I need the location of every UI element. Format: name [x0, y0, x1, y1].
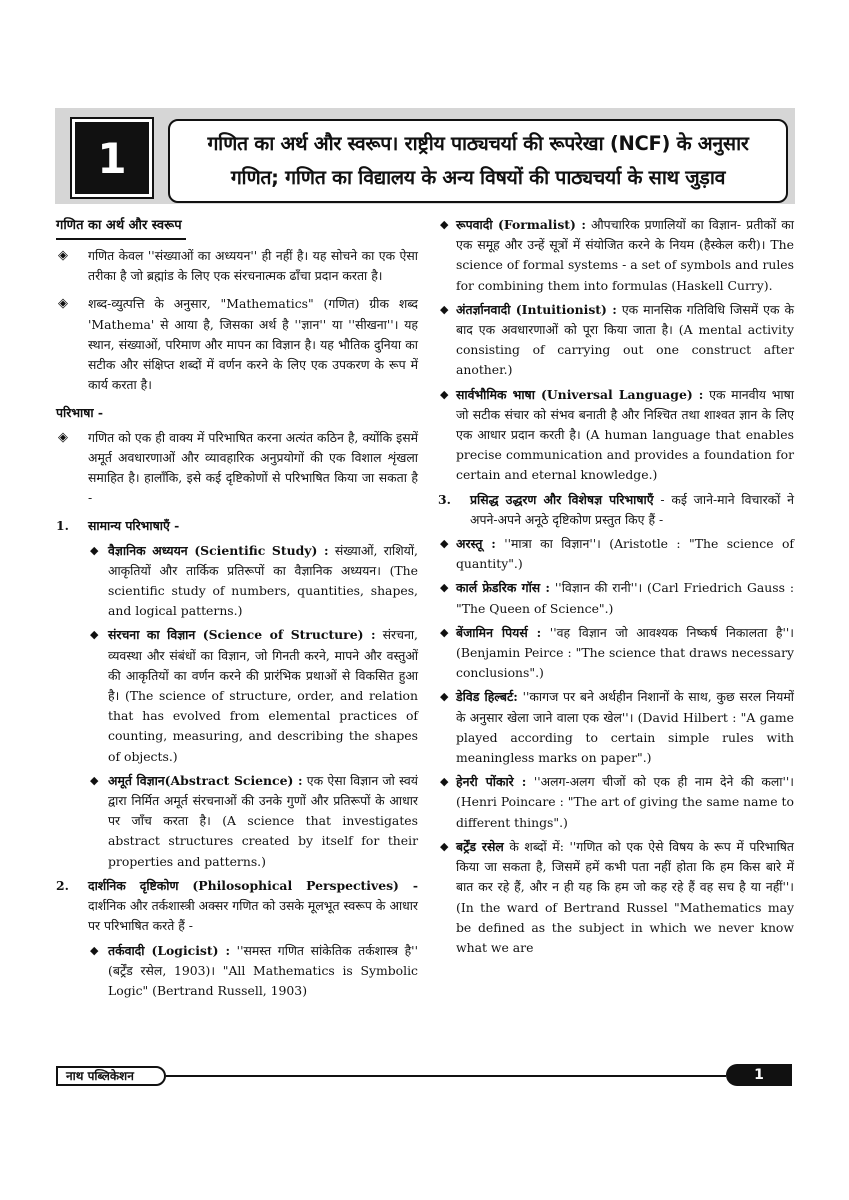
list-item [438, 385, 794, 486]
bullet-text: एक मानसिक गतिविधि जिसमें एक के बाद एक अवधारणाओं को पूरा किया जाता है। (A mental activity consisting of carrying out one construct after another.) [456, 301, 794, 378]
diamond-bullet-icon: ◈ [58, 429, 68, 445]
chapter-number: 1 [97, 133, 127, 183]
diamond-bullet-icon: ◈ [58, 296, 68, 312]
bullet-icon: ◆ [440, 302, 449, 316]
list-item [438, 215, 794, 296]
bullet-text: एक मानवीय भाषा जो सटीक संचार को संभव बनाती है और निश्चित तथा शाश्वत ज्ञान के लिए एक आधार प्रदान करती है। (A human language that enables precise communication and provides a foundation for certain and eternal knowledge.) [456, 386, 794, 483]
bullet-term: हेनरी पोंकारे : [456, 774, 527, 790]
bullet-term: डेविड हिल्बर्ट: [456, 689, 518, 705]
bullet-text: के शब्दों में: ''गणित को एक ऐसे विषय के रूप में परिभाषित किया जा सकता है, जिसमें हमें कभी पता नहीं होता कि हम किस बारे में बात कर रहे हैं, और न ही यह कि हम जो कह रहे हैं वह सच है या नहीं''। (In the ward of Bertrand Russel "Mathematics may be defined as the subject in which we never know what we are [456, 838, 794, 955]
bullet-icon: ◆ [90, 773, 99, 787]
bullet-text: ''कागज पर बने अर्थहीन निशानों के साथ, कुछ सरल नियमों के अनुसार खेला जाने वाला एक खेल''। (David Hilbert : "A game played according to certain simple rules with meaningless marks on paper".) [456, 689, 794, 766]
list-item [438, 623, 794, 684]
paragraph [56, 428, 418, 509]
item-heading: प्रसिद्ध उद्धरण और विशेषज्ञ परिभाषाएँ [470, 491, 654, 507]
bullet-term: सार्वभौमिक भाषा (Universal Language) : [456, 386, 704, 402]
bullet-term: बेंजामिन पियर्स : [456, 624, 542, 640]
bullet-text: ''अलग-अलग चीजों को एक ही नाम देने की कला''। (Henri Poincare : "The art of giving the same name to different things".) [456, 774, 794, 830]
item-number: 2. [56, 877, 69, 893]
bullet-term: अरस्तू : [456, 536, 496, 552]
bullet-icon: ◆ [440, 690, 449, 704]
footer-rule [166, 1075, 726, 1077]
bullet-icon: ◆ [440, 387, 449, 401]
bullet-text: औपचारिक प्रणालियों का विज्ञान- प्रतीकों का एक समूह और उन्हें सूत्रों में संयोजित करने के नियम (हैस्केल करी)। The science of formal systems - a set of symbols and rules for combining them into formulas (Haskell Curry). [456, 217, 794, 293]
left-column [56, 215, 418, 1005]
item-heading: सामान्य परिभाषाएँ - [88, 518, 180, 534]
list-item [438, 837, 794, 958]
bullet-icon: ◆ [440, 775, 449, 789]
numbered-item [56, 516, 418, 536]
paragraph-text: गणित केवल ''संख्याओं का अध्ययन'' ही नहीं है। यह सोचने का एक ऐसा तरीका है जो ब्रह्मांड के लिए एक संरचनात्मक ढाँचा प्रदान करता है। [88, 248, 418, 284]
paragraph [56, 294, 418, 395]
bullet-icon: ◆ [90, 543, 99, 557]
bullet-text: एक ऐसा विज्ञान जो स्वयं द्वारा निर्मित अमूर्त संरचनाओं की उनके गुणों और प्रतिरूपों के आधार पर जाँच करता है। (A science that investigates abstract structures created by itself for their properties and patterns.) [108, 772, 418, 869]
bullet-term: अंतर्ज्ञानवादी (Intuitionist) : [456, 301, 617, 317]
bullet-icon: ◆ [90, 628, 99, 642]
numbered-item [56, 876, 418, 937]
chapter-title-line-1: गणित का अर्थ और स्वरूप। राष्ट्रीय पाठ्यचर्या की रूपरेखा (NCF) के अनुसार [207, 132, 749, 155]
item-number: 1. [56, 518, 69, 534]
bullet-icon: ◆ [440, 581, 449, 595]
bullet-text: संरचना, व्यवस्था और संबंधों का विज्ञान, जो गिनती करने, मापने और वस्तुओं की आकृतियों का वर्णन करने की प्रारंभिक प्रथाओं से विकसित हुआ है। (The science of structure, order, and relation that has evolved from elemental practices of counting, measuring, and describing the shapes of objects.) [108, 627, 418, 764]
item-text: दार्शनिक और तर्कशास्त्री अक्सर गणित को उसके मूलभूत स्वरूप के आधार पर परिभाषित करते हैं - [88, 898, 418, 934]
bullet-term: संरचना का विज्ञान (Science of Structure) : [108, 627, 376, 643]
publisher-label: नाथ पब्लिकेशन [56, 1066, 166, 1086]
bullet-text: ''मात्रा का विज्ञान''। (Aristotle : "The science of quantity".) [456, 536, 794, 572]
bullet-icon: ◆ [440, 537, 449, 551]
list-item [438, 772, 794, 833]
item-text: - कई जाने-माने विचारकों ने अपने-अपने अनूठे दृष्टिकोण प्रस्तुत किए हैं - [470, 491, 794, 527]
paragraph-text: शब्द-व्युत्पत्ति के अनुसार, "Mathematics" (गणित) ग्रीक शब्द 'Mathema' से आया है, जिसका अर्थ है ''ज्ञान'' या ''सीखना''। यह स्थान, संख्याओं, परिमाण और मापन का विज्ञान है। यह भौतिक दुनिया का सटीक और संक्षिप्त शब्दों में वर्णन करने के लिए एक उपकरण के रूप में कार्य करता है। [88, 296, 418, 393]
list-item [56, 771, 418, 872]
bullet-text: ''विज्ञान की रानी''। (Carl Friedrich Gauss : "The Queen of Science".) [456, 580, 794, 616]
paragraph-text: गणित को एक ही वाक्य में परिभाषित करना अत्यंत कठिन है, क्योंकि इसमें अमूर्त अवधारणाओं और व्यावहारिक अनुप्रयोगों की एक विशाल शृंखला समाहित है। हालाँकि, इसे कई दृष्टिकोणों से परिभाषित किया जा सकता है - [88, 429, 418, 506]
bullet-text: ''समस्त गणित सांकेतिक तर्कशास्त्र है'' (बर्ट्रेंड रसेल, 1903)। "All Mathematics is Symbolic Logic" (Bertrand Russell, 1903) [108, 942, 418, 998]
bullet-icon: ◆ [440, 625, 449, 639]
bullet-icon: ◆ [90, 943, 99, 957]
list-item [438, 534, 794, 574]
list-item [438, 578, 794, 618]
list-item [438, 687, 794, 768]
bullet-term: रूपवादी (Formalist) : [456, 217, 586, 232]
list-item [56, 941, 418, 1002]
item-number: 3. [438, 491, 451, 507]
list-item [438, 300, 794, 381]
bullet-term: अमूर्त विज्ञान(Abstract Science) : [108, 772, 303, 788]
bullet-term: वैज्ञानिक अध्ययन (Scientific Study) : [108, 542, 329, 558]
right-column [438, 215, 794, 962]
list-item [56, 541, 418, 622]
section-heading: गणित का अर्थ और स्वरूप [56, 215, 186, 240]
chapter-title-line-2: गणित; गणित का विद्यालय के अन्य विषयों की पाठ्यचर्या के साथ जुड़ाव [230, 166, 726, 189]
chapter-number-box [72, 119, 152, 197]
chapter-title-box [168, 119, 788, 203]
bullet-icon: ◆ [440, 218, 449, 231]
page-number: 1 [726, 1064, 792, 1086]
bullet-icon: ◆ [440, 839, 449, 853]
numbered-item [438, 490, 794, 530]
item-heading: दार्शनिक दृष्टिकोण (Philosophical Perspectives) - [88, 877, 418, 893]
bullet-term: तर्कवादी (Logicist) : [108, 942, 231, 958]
bullet-term: कार्ल फ्रेडरिक गॉस : [456, 580, 550, 596]
bullet-text: ''वह विज्ञान जो आवश्यक निष्कर्ष निकालता है''। (Benjamin Peirce : "The science that draws necessary conclusions".) [456, 624, 794, 681]
bullet-term: बर्ट्रेंड रसेल [456, 838, 504, 854]
definition-heading: परिभाषा - [56, 405, 104, 421]
list-item [56, 625, 418, 766]
bullet-text: संख्याओं, राशियों, आकृतियों और तार्किक प्रतिरूपों का वैज्ञानिक अध्ययन। (The scientific study of numbers, quantities, shapes, and logical patterns.) [108, 542, 418, 619]
paragraph [56, 246, 418, 286]
diamond-bullet-icon: ◈ [58, 248, 68, 263]
